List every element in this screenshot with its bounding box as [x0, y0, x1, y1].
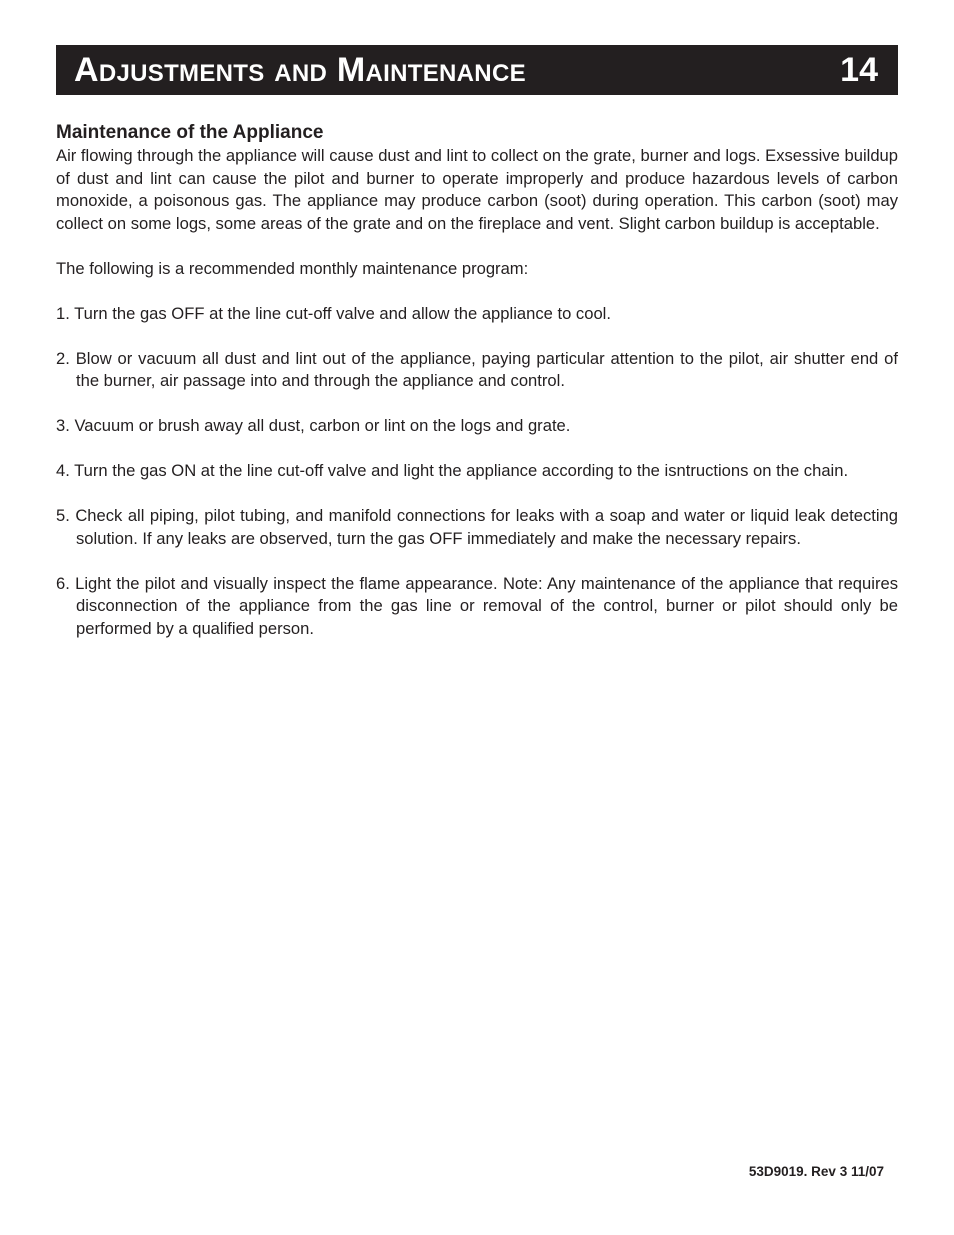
- document-revision-id: 53D9019. Rev 3 11/07: [748, 1164, 884, 1179]
- maintenance-step-5: 5. Check all piping, pilot tubing, and manifold connections for leaks with a soap and water or liquid leak detecting solution. If any leaks are observed, turn the gas OFF immediately and make the necessary repairs.: [56, 506, 898, 548]
- section-header-bar: [56, 45, 898, 95]
- spacer: [56, 550, 898, 573]
- main-content: [56, 121, 898, 640]
- spacer: [56, 235, 898, 258]
- spacer: [56, 393, 898, 416]
- maintenance-step-3: 3. Vacuum or brush away all dust, carbon or lint on the logs and grate.: [56, 416, 571, 435]
- intro-paragraph: Air flowing through the appliance will cause dust and lint to collect on the grate, burner and logs. Exsessive buildup of dust and lint can cause the pilot and burner to operate improperly and produce hazardous levels of carbon monoxide, a poisonous gas. The appliance may produce carbon (soot) during operation. This carbon (soot) may collect on some logs, some areas of the grate and on the fireplace and vent. Slight carbon buildup is acceptable.: [56, 146, 898, 233]
- maintenance-step-6: 6. Light the pilot and visually inspect the flame appearance. Note: Any maintenance of the appliance that requires disconnection of the appliance from the gas line or removal of the control, burner or pilot should only be performed by a qualified person.: [56, 573, 898, 638]
- spacer: [56, 438, 898, 461]
- spacer: [56, 325, 898, 348]
- maintenance-step-4: 4. Turn the gas ON at the line cut-off valve and light the appliance according to the isntructions on the chain.: [56, 461, 849, 480]
- page-number: 14: [840, 51, 878, 89]
- maintenance-step-2: 2. Blow or vacuum all dust and lint out of the appliance, paying particular attention to the pilot, air shutter end of the burner, air passage into and through the appliance and control.: [56, 348, 898, 390]
- subsection-heading: Maintenance of the Appliance: [56, 122, 324, 143]
- spacer: [56, 280, 898, 303]
- section-title: Adjustments and Maintenance: [74, 51, 526, 89]
- maintenance-step-1: 1. Turn the gas OFF at the line cut-off valve and allow the appliance to cool.: [56, 303, 611, 323]
- program-lead-paragraph: The following is a recommended monthly maintenance program:: [56, 258, 529, 278]
- spacer: [56, 483, 898, 506]
